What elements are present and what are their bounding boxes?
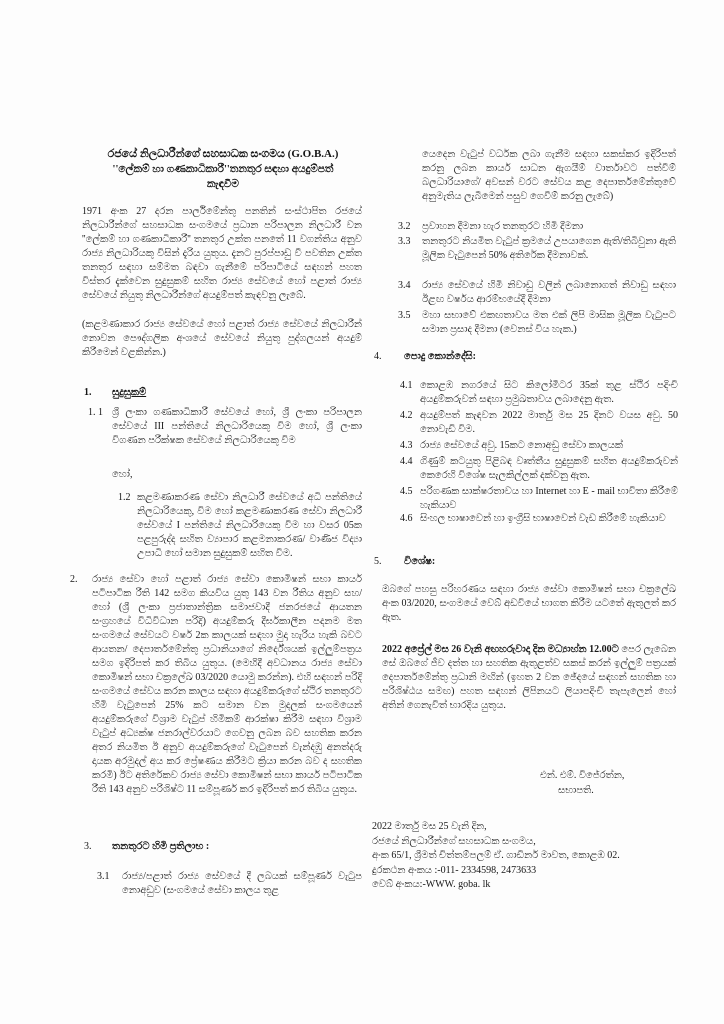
condition-item (400, 512, 678, 526)
condition-item (400, 379, 678, 407)
condition-item (400, 409, 678, 437)
item-text: රාජ්‍ය සේවයේ අවු. 15කට නොඅඩු සේවා කාලයක් (420, 440, 624, 451)
document-title (82, 147, 364, 192)
section-4-number: 4. (374, 351, 382, 362)
signatory-title: සභාපති. (558, 785, 594, 796)
contact-block (372, 820, 712, 893)
qualification-item (88, 406, 362, 448)
item-number: 4.1 (400, 380, 413, 391)
item-number: 1. 1 (88, 407, 103, 418)
item-number: 3.2 (398, 221, 411, 232)
condition-item (400, 485, 678, 513)
item-text: අයදුම්පත් කැඳවන 2022 මාර්තු මස 25 දිනට වයස අවු. 50 නොවැඩි විම. (420, 410, 678, 435)
item-number: 3.1 (97, 871, 110, 882)
title-line-3: කැඳවීම (207, 179, 239, 190)
item-number: 4.3 (400, 440, 413, 451)
section-4-heading: පොදු කොන්දේසි: (404, 351, 476, 362)
item-text: ප්‍රවාහන දීමනා හැර තනතුරට හිමි දීමනා (422, 221, 584, 232)
benefit-item (398, 279, 676, 307)
item-text: කළමණාකරණ සේවා නිලධාරී සේවයේ අධි පන්තියේ නිලධාරියෙකු, විම හෝ කළමණාකරණ සේවා නිලධාරී සේවයේ I පන්තියේ නිලධාරියෙකු විම හා වසර 05ක පළපුරුද්ද සහිත ව්‍යාපාර කළමනාකරණ/ වාණිජ විද්‍යා උපාධි හෝ සමාන සුදුසුකම් සහිත විම. (137, 492, 362, 559)
title-line-2: ''ලේකම් හා ගණකාධිකාරී''තනතුර සඳහා අයදුම්පත් (112, 164, 334, 175)
item-text: මහා සභාවේ එකඟතාවය මත එක් ලිපි මාසික මූලික වැටුපට සමාන ප්‍රසාද දීමනා (වෙනස් විය හැක.) (422, 310, 676, 335)
phone-numbers: දුරකථන අංකය :-011- 2334598, 2473633 (372, 864, 537, 876)
section-2-number: 2. (70, 574, 78, 585)
section-5-heading: විශේෂ: (404, 556, 436, 567)
section-1-number: 1. (84, 387, 92, 398)
item-text: ගිණුම් කටයුතු පිළිබඳ වෘත්තීය සුදුසුකම් සහිත අයදුම්කරුවන් කෙරෙහි විශේෂ සැලකිල්ලක් දක්වනු ඇත. (420, 456, 678, 481)
item-number: 3.3 (398, 236, 411, 247)
benefit-item (398, 309, 676, 337)
item-number: 1.2 (118, 492, 131, 503)
condition-item (400, 439, 678, 453)
qualification-item (118, 491, 362, 561)
website: වෙබ් අංකය:-WWW. goba. lk (372, 879, 491, 890)
item-text: පරිගණක සාක්ෂරතාවය හා Internet හා E - mail භාවිතා කිරීමේ හැකියාව (420, 486, 678, 511)
item-text: ශ්‍රී ලංකා ගණකාධිකාරී සේවයේ හෝ, ශ්‍රී ලංකා පරිපාලන සේවයේ III පන්තියේ නිලධාරියෙකු විම හෝ, ශ්‍රී ලංකා විගණන පරීක්ෂක සේවයේ නිලධාරියෙකු විම (112, 407, 362, 446)
benefit-item (398, 235, 676, 263)
item-text: තනතුරට නියමිත වැටුප් ක්‍රමයේ උපයාගෙන ඇති/තිබිවුනා ඇති මූලික වැටුපෙන් 50% අතිරේක දීමනාවක්. (422, 236, 676, 261)
section-1-heading: සුදුසුකම් (112, 387, 147, 398)
item-text: කොළඹ නගරයේ සිට කිලෝමීටර 35ක් තුළ ස්ථිර පදිංචි අයදුම්කරුවන් සඳහා ප්‍රමුඛතාවය ලබාදෙනු ඇත. (420, 380, 678, 405)
item-text: රාජ්‍ය/පළාත් රාජ්‍ය සේවයේ දී ලබයක් සම්පූර්ණ වැටුප නොඅඩුව (සංගමයේ සේවා කාලය තුළ (122, 871, 362, 896)
item-number: 4.6 (400, 513, 413, 524)
item-number: 3.4 (398, 280, 411, 291)
section-2-text: රාජ්‍ය සේවා හෝ පළාත් රාජ්‍ය සේවා කොමිෂන් සභා කාර්ය පටිපාටික රීති 142 සමග කියවිය යුතු 143 වන රීතිය අනුව සහ/ හෝ (ශ්‍රී ලංකා ප්‍රජාතාන්ත්‍රික සමාජවාදී ජනරජයේ ආයතන සංග්‍රහයේ විධිවිධාන පරිදි) අයදුම්කරු දීර්ඝකාලීන පදනම මත සංගමයේ සේවයට වර්ෂ 2ක කාලයක් සඳහා මුදා හැරිය හැකි බවට ආයතන/ දෙපාර්තමේන්තු ප්‍රධානියාගේ නිර්දේශයක් ඉල්ලුම්පත්‍රය සමග ඉදිරිපත් කර තිබිය යුතුය. (මෙහිදී අවධානය රාජ්‍ය සේවා කොමිෂන් සභා චක්‍රලේඛ 03/2020 යොමු කරන්න). එහි සඳහන් පරිදි සංගමයේ සේවය කරන කාලය සඳහා අයදුම්කරුගේ ස්ථිර තනතුරට හිමි වැටුපෙන් 25% කට සමාන වන මුදලක් සංගමයෙන් අයදුම්කරුගේ විශ්‍රාම වැටුප් හිමිකම් ආරක්ෂා කිරීම සඳහා විශ්‍රාම වැටුප් අධ්‍යක්ෂ ජනරාල්වරයාට ගෙවනු ලබන බව සහතික කරන අතර නියමිත ඊ අනුව අයදුම්කරුගේ වැටුපෙන් වැන්දඹු අනත්දරු දායක අරමුදල් අය කර ප්‍රේෂණය කිරීමට ක්‍රියා කරන බව ද සහතික කරමි) ඊට අතිරේකව රාජ්‍ය සේවා කොමිෂන් සභා කාර්ය පටිපාටික රීති 143 අනුව පරිශිෂ්ට 11 සම්පූර්ණ කර ඉදිරිපත් කර තිබිය යුතුය. (92, 574, 362, 795)
special-note: ඔබගේ පහසු පරිහරණය සඳහා රාජ්‍ය සේවා කොමිෂන් සභා චක්‍රලේඛ අංක 03/2020, සංගමයේ වෙබ් අඩවියේ භාගත කිරීම යටතේ ඇතුලත් කර ඇත. (382, 584, 676, 623)
benefit-item (398, 220, 676, 234)
item-number: 4.4 (400, 456, 413, 467)
deadline-paragraph (382, 643, 676, 713)
intro-note: (කළමණාකාර රාජ්‍ය සේවයේ හෝ පළාත් රාජ්‍ය සේවයේ නිලධාරීන් නොවන පෞද්ගලික අංශයේ සේවයේ නියුතු පුද්ගලයන් අයදුම් කිරීමෙන් වළකින්න.) (82, 319, 362, 358)
deadline-date: 2022 අප්‍රේල් මස 26 වැනි අඟහරුවාදා දින මධ්‍යාහ්න 12.00ට (382, 644, 619, 655)
deadline-instructions: පෙර ලැබෙන සේ ඔබගේ ජීව දත්ත හා සහතික ඇතුළත්ව සකස් කරන් ඉල්ලුම් පත්‍රයක් දෙපාර්තමේන්තු ප්‍රධානි මඟින් (ඉහත 2 වන ඡේදයේ සඳහන් සහතික හා පරිශිෂ්ඨය සමඟ) පහත සඳහන් ලිපිනයට ලියාපදිංචි තැපැලෙන් හෝ අතින් ගෙනැවිත් භාරදිය යුතුය. (382, 644, 677, 711)
section-3-heading: තනතුරට හිමි ප්‍රතිලාභ : (112, 841, 210, 852)
item-text: රාජ්‍ය සේවයේ හිමි නිවාඩු වලින් ලබානොගත් නිවාඩු සඳහා ඊළඟ වර්ෂය ආරම්භයේදී දීමනා (422, 280, 676, 305)
item-number: 4.2 (400, 410, 413, 421)
condition-item (400, 455, 678, 483)
item-number: 4.5 (400, 486, 413, 497)
section-3-number: 3. (84, 841, 92, 852)
postal-address: අංක 65/1, ශ්‍රීමත් චිත්තම්පලම් ඒ. ගාඩිනර් මාවත, කොළඹ 02. (372, 850, 620, 861)
signatory-name: එන්. එම්. විජේරත්න, (540, 770, 625, 781)
benefit-item (97, 870, 362, 898)
or-separator: හෝ, (112, 469, 133, 480)
benefit-item-continuation: යෙදෙන වැටුප් වර්ධක ලබා ගැනීම සඳහා සකස්කර ඉදිරිපත් කරනු ලබන කාර්ය සාධන ඇගයීම් වාර්තාවට පත්වීම් බලධාරියාගේ/ අවසන් වරට සේවය කළ දෙපාර්තමේන්තුවේ අනුමැතිය ලැබීමෙන් පසුව ගෙවීම් කරනු ලැබේ) (422, 149, 676, 202)
item-text: සිංහල භාෂාවෙන් හා ඉංග්‍රීසි භාෂාවෙන් වැඩ කිරීමේ හැකියාව (420, 513, 666, 524)
intro-paragraph: 1971 අංක 27 දරන පාර්ලිමේන්තු පනතින් සංස්ථාපිත රජයේ නිලධාරීන්ගේ සහසාධක සංගමයේ ප්‍රධාන පරිපාලන නිලධාරී වන ''ලේකම් හා ගණකාධිකාරී'' තනතුර උක්ත පනතේ 11 වගන්තිය අනුව රාජ්‍ය නිලධාරියකු විසින් දැරිය යුතුය. දැනට පුරප්පාඩු වී පවතින උක්ත තනතුර සඳහා සම්මත බඳවා ගැනීමේ පරිපාටියේ සඳහන් පහත විස්තර දැක්වෙන සුදුසුකම් සහිත රාජ්‍ය සේවයේ හෝ පළාත් රාජ්‍ය සේවයේ නියුතු නිලධාරීන්ගේ අයදුම්පත් කැඳවනු ලැබේ. (82, 206, 362, 301)
signature-block (540, 768, 624, 798)
issue-date: 2022 මාර්තු මස 25 වැනි දින, (372, 821, 487, 832)
section-5-number: 5. (374, 556, 382, 567)
organization-name: රජයේ නිලධාරීන්ගේ සහසාධක සංගමය, (372, 835, 536, 847)
section-2 (70, 573, 362, 797)
item-number: 3.5 (398, 310, 411, 321)
title-line-1: රජයේ නිලධාරීන්ගේ සහසාධක සංගමය (G.O.B.A.) (107, 148, 339, 160)
